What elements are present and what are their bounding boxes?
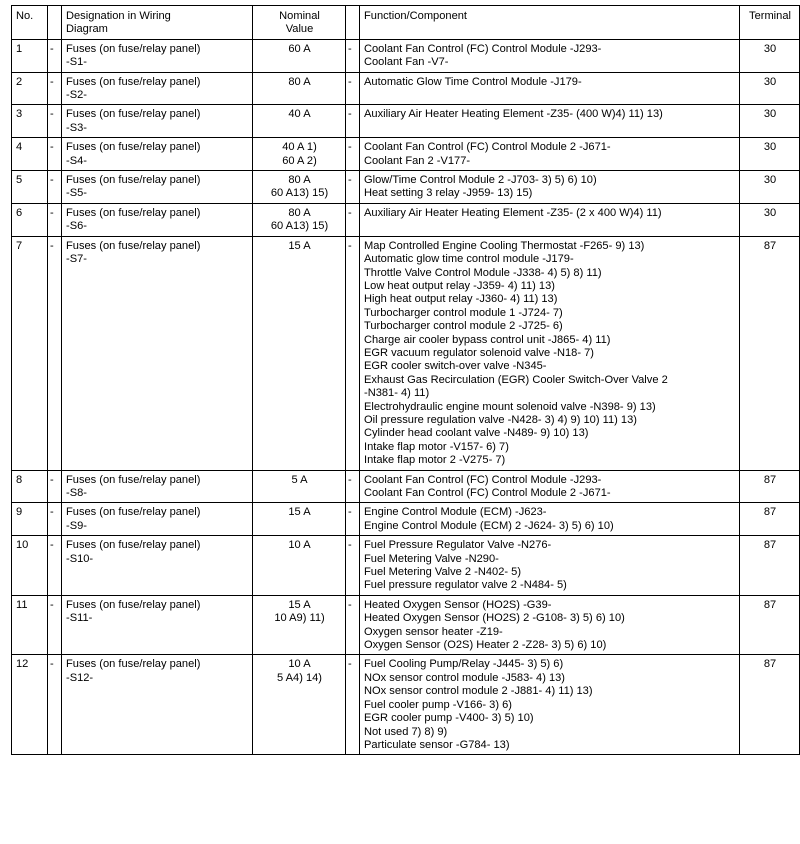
dash-cell: - bbox=[346, 595, 360, 655]
component-line: Coolant Fan 2 -V177- bbox=[364, 154, 471, 167]
component-line: Heated Oxygen Sensor (HO2S) -G39- bbox=[364, 598, 552, 611]
component-line: Throttle Valve Control Module -J338- 4) 5) 8) 11) bbox=[364, 266, 602, 279]
designation-line: Fuses (on fuse/relay panel) bbox=[66, 239, 201, 252]
table-row bbox=[12, 503, 800, 536]
fuse-designation bbox=[62, 39, 253, 72]
function-component bbox=[360, 536, 740, 596]
nominal-line: 80 A bbox=[288, 75, 311, 88]
fuse-designation bbox=[62, 138, 253, 171]
fuse-number: 8 bbox=[12, 470, 48, 503]
fuse-number: 2 bbox=[12, 72, 48, 105]
header-designation-line: Designation in Wiring bbox=[66, 10, 171, 22]
terminal-value: 30 bbox=[740, 39, 800, 72]
component-line: EGR cooler pump -V400- 3) 5) 10) bbox=[364, 712, 534, 725]
dash-cell: - bbox=[346, 536, 360, 596]
fuse-number: 11 bbox=[12, 595, 48, 655]
component-line: Cylinder head coolant valve -N489- 9) 10) 13) bbox=[364, 427, 589, 440]
nominal-line: 5 A4) 14) bbox=[276, 671, 323, 684]
nominal-line: 5 A bbox=[291, 473, 308, 486]
component-line: Intake flap motor -V157- 6) 7) bbox=[364, 440, 509, 453]
nominal-line: 40 A bbox=[288, 108, 311, 121]
terminal-value: 87 bbox=[740, 470, 800, 503]
fuse-designation bbox=[62, 203, 253, 236]
designation-line: -S12- bbox=[66, 671, 94, 684]
component-line: Coolant Fan Control (FC) Control Module -J293- bbox=[364, 42, 602, 55]
dash-cell: - bbox=[48, 171, 62, 204]
component-line: Coolant Fan Control (FC) Control Module 2 -J671- bbox=[364, 487, 611, 499]
component-line: Automatic glow time control module -J179- bbox=[364, 253, 574, 266]
function-component bbox=[360, 138, 740, 171]
function-component bbox=[360, 72, 740, 105]
component-line: NOx sensor control module -J583- 4) 13) bbox=[364, 671, 566, 684]
terminal-value: 87 bbox=[740, 236, 800, 470]
header-nominal-line: Value bbox=[285, 23, 314, 36]
terminal-value: 30 bbox=[740, 171, 800, 204]
component-line: Fuel pressure regulator valve 2 -N484- 5) bbox=[364, 579, 567, 592]
function-component bbox=[360, 105, 740, 138]
table-row bbox=[12, 470, 800, 503]
table-row bbox=[12, 536, 800, 596]
nominal-value bbox=[253, 39, 346, 72]
dash-cell: - bbox=[346, 39, 360, 72]
fuse-designation bbox=[62, 655, 253, 755]
designation-line: Fuses (on fuse/relay panel) bbox=[66, 473, 201, 486]
header-function: Function/Component bbox=[360, 6, 740, 40]
dash-cell: - bbox=[48, 138, 62, 171]
component-line: Oxygen sensor heater -Z19- bbox=[364, 625, 503, 638]
table-row bbox=[12, 171, 800, 204]
nominal-value bbox=[253, 655, 346, 755]
dash-cell: - bbox=[346, 655, 360, 755]
designation-line: -S8- bbox=[66, 487, 87, 499]
component-line: Coolant Fan Control (FC) Control Module -J293- bbox=[364, 473, 602, 486]
component-line: Coolant Fan Control (FC) Control Module 2 -J671- bbox=[364, 141, 611, 154]
fuse-designation bbox=[62, 470, 253, 503]
designation-line: Fuses (on fuse/relay panel) bbox=[66, 598, 201, 611]
table-row bbox=[12, 105, 800, 138]
terminal-value: 87 bbox=[740, 536, 800, 596]
header-terminal: Terminal bbox=[740, 6, 800, 40]
dash-cell: - bbox=[346, 72, 360, 105]
component-line: Fuel Metering Valve -N290- bbox=[364, 552, 499, 565]
component-line: Glow/Time Control Module 2 -J703- 3) 5) 6) 10) bbox=[364, 174, 597, 187]
dash-cell: - bbox=[48, 39, 62, 72]
function-component bbox=[360, 595, 740, 655]
component-line: Electrohydraulic engine mount solenoid valve -N398- 9) 13) bbox=[364, 400, 656, 413]
fuse-number: 6 bbox=[12, 203, 48, 236]
table-header-row bbox=[12, 6, 800, 40]
component-line: Turbocharger control module 2 -J725- 6) bbox=[364, 320, 563, 333]
nominal-line: 40 A 1) bbox=[282, 141, 317, 154]
nominal-line: 10 A bbox=[288, 658, 311, 671]
nominal-line: 80 A bbox=[288, 174, 311, 187]
terminal-value: 87 bbox=[740, 595, 800, 655]
header-designation-line: Diagram bbox=[66, 23, 108, 36]
dash-cell: - bbox=[48, 203, 62, 236]
component-line: Charge air cooler bypass control unit -J865- 4) 11) bbox=[364, 333, 611, 346]
component-line: Fuel Pressure Regulator Valve -N276- bbox=[364, 539, 552, 552]
dash-cell: - bbox=[48, 503, 62, 536]
header-no: No. bbox=[12, 6, 48, 40]
header-nominal bbox=[253, 6, 346, 40]
dash-cell: - bbox=[346, 171, 360, 204]
table-row bbox=[12, 595, 800, 655]
designation-line: -S5- bbox=[66, 187, 87, 200]
component-line: Automatic Glow Time Control Module -J179- bbox=[364, 75, 582, 88]
table-body bbox=[12, 39, 800, 755]
component-line: Auxiliary Air Heater Heating Element -Z35- (2 x 400 W)4) 11) bbox=[364, 206, 662, 219]
nominal-line: 15 A bbox=[288, 239, 311, 252]
header-spacer bbox=[48, 6, 62, 40]
table-row bbox=[12, 39, 800, 72]
component-line: Fuel Cooling Pump/Relay -J445- 3) 5) 6) bbox=[364, 658, 564, 671]
nominal-line: 80 A bbox=[288, 206, 311, 219]
fuse-designation bbox=[62, 171, 253, 204]
fuse-number: 7 bbox=[12, 236, 48, 470]
fuse-number: 10 bbox=[12, 536, 48, 596]
component-line: Intake flap motor 2 -V275- 7) bbox=[364, 454, 506, 467]
dash-cell: - bbox=[48, 655, 62, 755]
fuse-assignment-table bbox=[11, 5, 800, 755]
terminal-value: 30 bbox=[740, 138, 800, 171]
function-component bbox=[360, 470, 740, 503]
dash-cell: - bbox=[48, 236, 62, 470]
designation-line: -S7- bbox=[66, 253, 87, 266]
dash-cell: - bbox=[48, 105, 62, 138]
component-line: Map Controlled Engine Cooling Thermostat -F265- 9) 13) bbox=[364, 239, 645, 252]
fuse-designation bbox=[62, 503, 253, 536]
fuse-designation bbox=[62, 72, 253, 105]
designation-line: Fuses (on fuse/relay panel) bbox=[66, 42, 201, 55]
nominal-value bbox=[253, 203, 346, 236]
fuse-designation bbox=[62, 105, 253, 138]
function-component bbox=[360, 655, 740, 755]
nominal-line: 60 A bbox=[288, 42, 311, 55]
designation-line: -S6- bbox=[66, 220, 87, 233]
designation-line: -S4- bbox=[66, 154, 87, 167]
component-line: EGR cooler switch-over valve -N345- bbox=[364, 360, 547, 373]
dash-cell: - bbox=[346, 105, 360, 138]
terminal-value: 87 bbox=[740, 503, 800, 536]
function-component bbox=[360, 39, 740, 72]
function-component bbox=[360, 236, 740, 470]
dash-cell: - bbox=[48, 536, 62, 596]
component-line: Fuel cooler pump -V166- 3) 6) bbox=[364, 698, 512, 711]
component-line: Turbocharger control module 1 -J724- 7) bbox=[364, 306, 563, 319]
component-line: High heat output relay -J360- 4) 11) 13) bbox=[364, 293, 558, 306]
nominal-value bbox=[253, 72, 346, 105]
designation-line: -S2- bbox=[66, 89, 87, 102]
nominal-line: 15 A bbox=[288, 506, 311, 519]
component-line: Engine Control Module (ECM) -J623- bbox=[364, 506, 547, 519]
component-line: Coolant Fan -V7- bbox=[364, 56, 449, 69]
nominal-value bbox=[253, 138, 346, 171]
dash-cell: - bbox=[48, 72, 62, 105]
designation-line: Fuses (on fuse/relay panel) bbox=[66, 174, 201, 187]
fuse-number: 3 bbox=[12, 105, 48, 138]
dash-cell: - bbox=[48, 595, 62, 655]
table-row bbox=[12, 655, 800, 755]
dash-cell: - bbox=[346, 138, 360, 171]
nominal-line: 60 A 2) bbox=[282, 154, 317, 167]
fuse-number: 12 bbox=[12, 655, 48, 755]
table-row bbox=[12, 236, 800, 470]
terminal-value: 30 bbox=[740, 72, 800, 105]
nominal-line: 60 A13) 15) bbox=[270, 220, 329, 233]
table-row bbox=[12, 72, 800, 105]
dash-cell: - bbox=[346, 203, 360, 236]
component-line: Oil pressure regulation valve -N428- 3) 4) 9) 10) 11) 13) bbox=[364, 413, 637, 426]
fuse-number: 9 bbox=[12, 503, 48, 536]
designation-line: Fuses (on fuse/relay panel) bbox=[66, 539, 201, 552]
header-designation bbox=[62, 6, 253, 40]
nominal-line: 10 A9) 11) bbox=[274, 612, 325, 625]
designation-line: -S9- bbox=[66, 519, 87, 532]
designation-line: -S10- bbox=[66, 552, 94, 565]
nominal-value bbox=[253, 105, 346, 138]
designation-line: -S11- bbox=[66, 612, 93, 625]
nominal-value bbox=[253, 595, 346, 655]
dash-cell: - bbox=[346, 236, 360, 470]
component-line: Heat setting 3 relay -J959- 13) 15) bbox=[364, 187, 533, 200]
fuse-designation bbox=[62, 536, 253, 596]
nominal-value bbox=[253, 171, 346, 204]
nominal-line: 10 A bbox=[288, 539, 311, 552]
table-row bbox=[12, 203, 800, 236]
dash-cell: - bbox=[48, 470, 62, 503]
component-line: Not used 7) 8) 9) bbox=[364, 725, 448, 738]
fuse-number: 4 bbox=[12, 138, 48, 171]
fuse-number: 5 bbox=[12, 171, 48, 204]
dash-cell: - bbox=[346, 503, 360, 536]
designation-line: Fuses (on fuse/relay panel) bbox=[66, 75, 201, 88]
nominal-value bbox=[253, 503, 346, 536]
terminal-value: 30 bbox=[740, 203, 800, 236]
designation-line: Fuses (on fuse/relay panel) bbox=[66, 206, 201, 219]
designation-line: -S1- bbox=[66, 56, 87, 69]
designation-line: Fuses (on fuse/relay panel) bbox=[66, 108, 201, 121]
terminal-value: 87 bbox=[740, 655, 800, 755]
designation-line: Fuses (on fuse/relay panel) bbox=[66, 141, 201, 154]
designation-line: Fuses (on fuse/relay panel) bbox=[66, 506, 201, 519]
function-component bbox=[360, 171, 740, 204]
component-line: Auxiliary Air Heater Heating Element -Z35- (400 W)4) 11) 13) bbox=[364, 108, 663, 121]
component-line: NOx sensor control module 2 -J881- 4) 11) 13) bbox=[364, 685, 593, 698]
terminal-value: 30 bbox=[740, 105, 800, 138]
component-line: Oxygen Sensor (O2S) Heater 2 -Z28- 3) 5) 6) 10) bbox=[364, 639, 607, 652]
component-line: -N381- 4) 11) bbox=[364, 387, 430, 400]
function-component bbox=[360, 203, 740, 236]
nominal-line: 60 A13) 15) bbox=[270, 187, 329, 200]
function-component bbox=[360, 503, 740, 536]
fuse-designation bbox=[62, 236, 253, 470]
component-line: Engine Control Module (ECM) 2 -J624- 3) 5) 6) 10) bbox=[364, 519, 614, 532]
component-line: Fuel Metering Valve 2 -N402- 5) bbox=[364, 566, 522, 579]
component-line: Exhaust Gas Recirculation (EGR) Cooler Switch-Over Valve 2 bbox=[364, 373, 668, 386]
nominal-value bbox=[253, 236, 346, 470]
designation-line: -S3- bbox=[66, 121, 87, 134]
nominal-line: 15 A bbox=[288, 598, 311, 611]
nominal-value bbox=[253, 470, 346, 503]
component-line: Heated Oxygen Sensor (HO2S) 2 -G108- 3) 5) 6) 10) bbox=[364, 612, 625, 625]
fuse-number: 1 bbox=[12, 39, 48, 72]
component-line: Particulate sensor -G784- 13) bbox=[364, 738, 510, 751]
dash-cell: - bbox=[346, 470, 360, 503]
table-row bbox=[12, 138, 800, 171]
header-spacer bbox=[346, 6, 360, 40]
component-line: EGR vacuum regulator solenoid valve -N18- 7) bbox=[364, 346, 594, 359]
header-nominal-line: Nominal bbox=[279, 10, 320, 22]
fuse-designation bbox=[62, 595, 253, 655]
component-line: Low heat output relay -J359- 4) 11) 13) bbox=[364, 279, 555, 292]
nominal-value bbox=[253, 536, 346, 596]
designation-line: Fuses (on fuse/relay panel) bbox=[66, 658, 201, 671]
